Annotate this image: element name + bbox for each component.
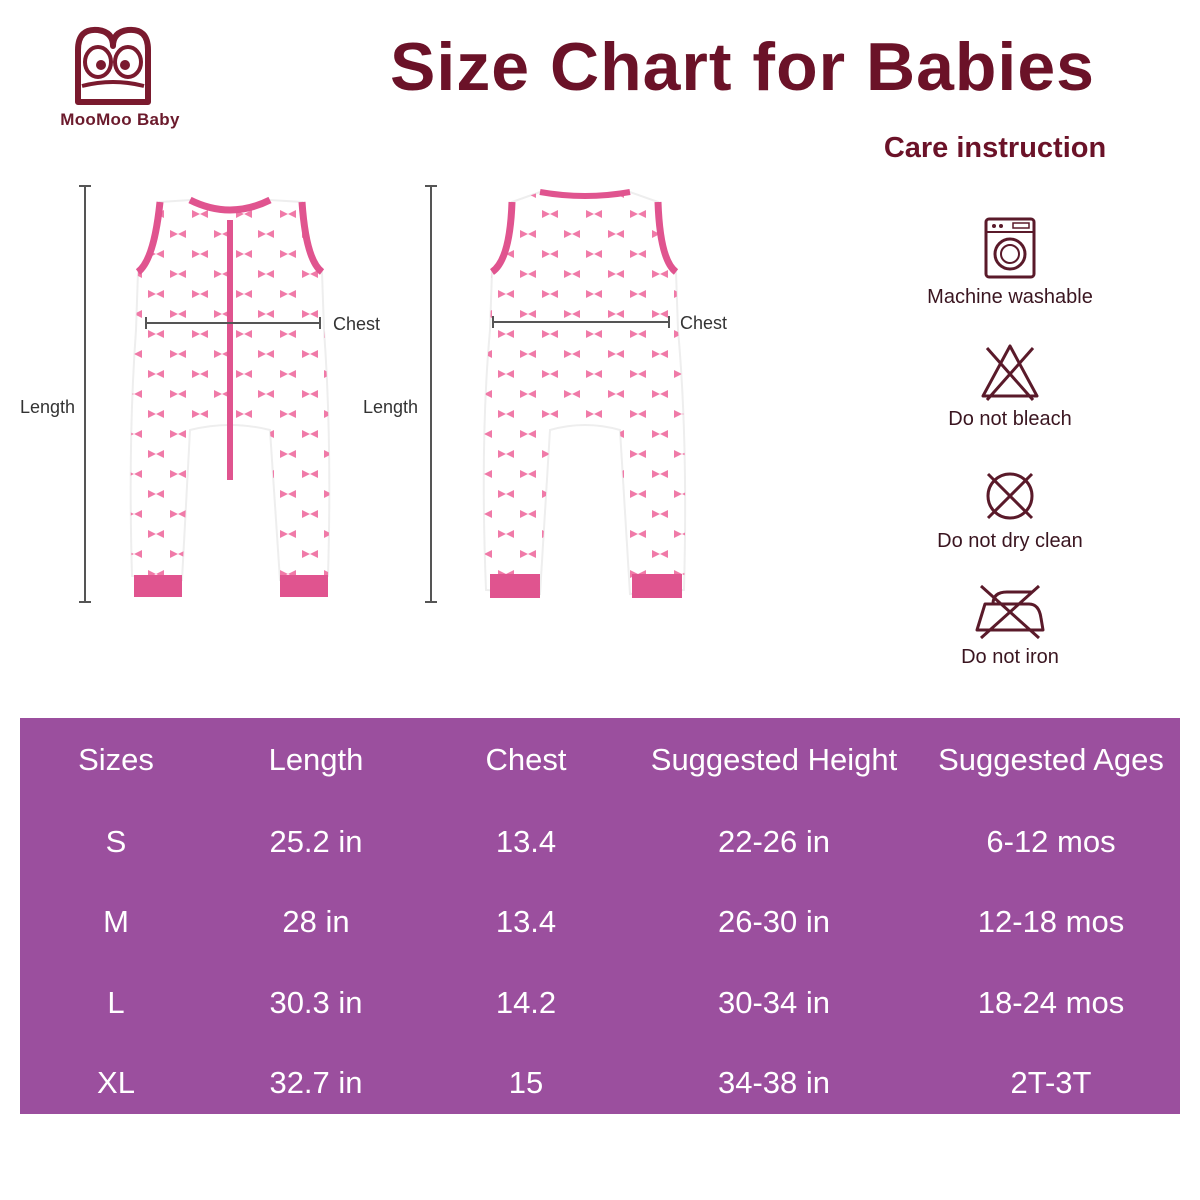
- table-header: Sizes: [78, 742, 154, 777]
- care-item-machine-washable: [880, 216, 1140, 309]
- care-item-no-bleach: [880, 342, 1140, 431]
- table-header: Chest: [485, 742, 567, 777]
- table-cell: 6-12 mos: [986, 824, 1116, 859]
- table-cell: 13.4: [495, 904, 557, 939]
- care-item-no-iron: [880, 582, 1140, 669]
- table-cell: 13.4: [495, 824, 557, 859]
- no-bleach-icon: [979, 342, 1041, 402]
- table-cell: 2T-3T: [1010, 1065, 1092, 1100]
- table-header: Suggested Ages: [938, 742, 1164, 777]
- page-title: Size Chart for Babies: [390, 29, 1095, 105]
- table-header: Length: [268, 742, 364, 777]
- table-cell: 34-38 in: [717, 1065, 831, 1100]
- table-cell: 28 in: [282, 904, 350, 939]
- table-cell: 32.7 in: [269, 1065, 363, 1100]
- no-iron-icon: [973, 582, 1047, 640]
- no-dry-clean-icon: [982, 468, 1038, 524]
- care-label: Do not bleach: [948, 408, 1072, 430]
- table-cell: 22-26 in: [717, 824, 831, 859]
- table-cell: S: [105, 824, 127, 859]
- washing-machine-icon: [983, 216, 1037, 280]
- back-chest-line: [492, 321, 670, 323]
- table-cell: 30-34 in: [717, 985, 831, 1020]
- table-cell: 30.3 in: [269, 985, 363, 1020]
- table-cell: XL: [97, 1065, 135, 1100]
- back-length-label: Length: [363, 397, 419, 417]
- front-chest-line: [145, 322, 321, 324]
- size-table: [20, 718, 1180, 1114]
- front-length-line: [84, 185, 86, 603]
- table-cell: 15: [508, 1065, 544, 1100]
- table-cell: 14.2: [495, 985, 557, 1020]
- care-title: Care instruction: [883, 132, 1107, 164]
- table-header: Suggested Height: [650, 742, 898, 777]
- table-cell: 18-24 mos: [977, 985, 1125, 1020]
- brand-name: MooMoo Baby: [60, 110, 180, 129]
- table-cell: 26-30 in: [717, 904, 831, 939]
- table-cell: M: [103, 904, 129, 939]
- brand-logo: [60, 22, 180, 132]
- care-label: Do not dry clean: [937, 530, 1083, 552]
- care-item-no-dry-clean: [880, 468, 1140, 553]
- front-chest-label: Chest: [333, 314, 381, 334]
- back-length-line: [430, 185, 432, 603]
- back-sleepsuit-image: [470, 180, 700, 610]
- front-sleepsuit-image: [120, 180, 340, 610]
- table-cell: 25.2 in: [269, 824, 363, 859]
- owl-logo-icon: [68, 22, 158, 108]
- front-length-label: Length: [20, 397, 76, 417]
- care-label: Machine washable: [927, 286, 1093, 308]
- care-label: Do not iron: [961, 646, 1059, 668]
- table-cell: 12-18 mos: [977, 904, 1125, 939]
- table-cell: L: [107, 985, 125, 1020]
- back-chest-label: Chest: [680, 313, 728, 333]
